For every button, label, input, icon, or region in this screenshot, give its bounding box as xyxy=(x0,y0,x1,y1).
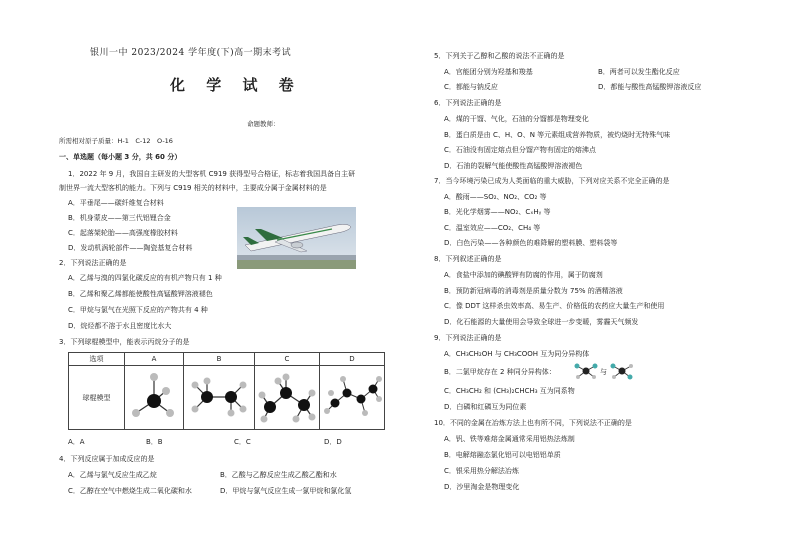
q2-option-c: C．甲烷与氯气在光照下反应的产物共有 4 种 xyxy=(68,306,208,314)
atomic-mass-line: 所需相对原子质量：H-1 C-12 O-16 xyxy=(59,137,173,145)
q1-option-c: C．起落架轮胎——高强度橡胶材料 xyxy=(68,229,178,237)
q1-option-b: B．机身蒙皮——第三代铝锂合金 xyxy=(68,214,171,222)
school-title: 银川一中 2023/2024 学年度(下)高一期末考试 xyxy=(90,48,292,58)
c919-aircraft-photo xyxy=(237,207,356,269)
q3-answer-a: A．A xyxy=(68,438,85,446)
q7-option-d: D．白色污染——各种颜色的难降解的塑料膜、塑料袋等 xyxy=(444,239,618,247)
q5-option-c: C．都能与钠反应 xyxy=(444,83,498,91)
table-col-header: 选项 xyxy=(69,353,125,366)
q7-option-b: B．光化学烟雾——NO₂、CₓHᵧ 等 xyxy=(444,208,551,216)
ball-stick-model-d xyxy=(321,367,383,427)
q10-option-d: D．沙里淘金是物理变化 xyxy=(444,483,520,491)
q4-option-d: D．甲烷与氯气反应生成一氯甲烷和氯化氢 xyxy=(220,487,352,495)
dichloromethane-model-1 xyxy=(574,362,598,380)
model-d-cell xyxy=(320,366,385,430)
q1-stem-line1: 1．2022 年 9 月，我国自主研发的大型客机 C919 获得型号合格证，标志着我国具备自主研 xyxy=(68,170,356,178)
ball-stick-model-c xyxy=(256,367,318,427)
section-heading: 一、单选题（每小题 3 分，共 60 分） xyxy=(59,153,182,161)
q10-option-b: B．电解熔融态氯化铝可以电铝铝单质 xyxy=(444,451,561,459)
table-header-d: D xyxy=(320,353,385,366)
q6-option-c: C．石油没有固定熔点但分馏产物有固定的熔沸点 xyxy=(444,146,596,154)
ball-stick-model-a xyxy=(126,367,182,427)
q9-option-b: B．二氯甲烷存在 2 种同分异构体： xyxy=(444,368,556,376)
q8-option-d: D．化石能源的大量使用会导致全球进一步变暖，雾霾天气频发 xyxy=(444,318,639,326)
q9-option-d: D．白磷和红磷互为同位素 xyxy=(444,403,527,411)
q6-option-a: A．煤的干馏、气化，石油的分馏都是物理变化 xyxy=(444,115,589,123)
q5-stem: 5．下列关于乙醇和乙酸的说法不正确的是 xyxy=(434,52,565,60)
q9-option-c: C．CH₃CH₂ 和 (CH₃)₂CHCH₃ 互为同系物 xyxy=(444,387,575,395)
table-header-a: A xyxy=(125,353,184,366)
table-row-label: 球棍模型 xyxy=(69,366,125,430)
author-line: 命题教师： xyxy=(247,120,280,128)
q5-option-a: A．官能团分别为羟基和羧基 xyxy=(444,68,533,76)
dichloromethane-model-2 xyxy=(610,362,634,380)
model-b-cell xyxy=(184,366,255,430)
q2-option-a: A．乙烯与溴的四氯化碳反应的有机产物只有 1 种 xyxy=(68,274,222,282)
subject-title: 化 学 试 卷 xyxy=(170,76,302,94)
q8-option-a: A．食盐中添加的碘酸钾有防腐的作用，属于防腐剂 xyxy=(444,271,603,279)
q9-option-a: A．CH₃CH₂OH 与 CH₃COOH 互为同分异构体 xyxy=(444,350,590,358)
q5-option-b: B．两者可以发生酯化反应 xyxy=(598,68,680,76)
q1-option-d: D．发动机涡轮部件——陶瓷基复合材料 xyxy=(68,244,193,252)
q1-option-a: A．平垂尾——碳纤维复合材料 xyxy=(68,199,164,207)
ball-stick-model-b xyxy=(185,367,253,427)
q2-option-b: B．乙烯和聚乙烯都能使酸性高锰酸钾溶液褪色 xyxy=(68,290,213,298)
q8-option-c: C．像 DDT 这样杀虫效率高、易生产、价格低的农药应大量生产和使用 xyxy=(444,302,665,310)
q4-stem: 4．下列反应属于加成反应的是 xyxy=(59,455,155,463)
q5-option-d: D．都能与酸性高锰酸钾溶液反应 xyxy=(598,83,702,91)
q4-option-c: C．乙醇在空气中燃烧生成二氧化碳和水 xyxy=(68,487,192,495)
q4-option-a: A．乙烯与氯气反应生成乙烷 xyxy=(68,471,157,479)
q2-stem: 2．下列说法正确的是 xyxy=(59,259,127,267)
q3-stem: 3．下列球棍模型中，能表示丙烷分子的是 xyxy=(59,338,190,346)
q10-stem: 10．不同的金属在冶炼方法上也有所不同，下列说法不正确的是 xyxy=(434,419,632,427)
q3-answer-b: B．B xyxy=(146,438,163,446)
q6-option-b: B．蛋白质是由 C、H、O、N 等元素组成营养物质，被灼烧时无特殊气味 xyxy=(444,131,671,139)
q8-option-b: B．预防新冠病毒的消毒剂是质量分数为 75% 的酒精溶液 xyxy=(444,287,623,295)
q7-option-a: A．酸雨——SO₂、NO₂、CO₂ 等 xyxy=(444,193,547,201)
q9-stem: 9．下列说法正确的是 xyxy=(434,334,502,342)
q1-stem-line2: 制世界一流大型客机的能力。下列与 C919 相关的材料中，主要成分属于金属材料的是 xyxy=(59,184,327,192)
q10-option-c: C．银采用热分解法冶炼 xyxy=(444,467,519,475)
q9-option-b-and: 与 xyxy=(600,368,607,376)
q3-answer-c: C．C xyxy=(234,438,251,446)
q7-stem: 7．当今环境污染已成为人类面临的重大威胁，下列对应关系不完全正确的是 xyxy=(434,177,670,185)
model-a-cell xyxy=(125,366,184,430)
q6-stem: 6．下列说法正确的是 xyxy=(434,99,502,107)
q10-option-a: A．钒、铁等难熔金属通常采用铝热法炼制 xyxy=(444,435,575,443)
q3-model-table xyxy=(68,352,385,430)
q6-option-d: D．石油的裂解气能使酸性高锰酸钾溶液褪色 xyxy=(444,162,583,170)
q4-option-b: B．乙酸与乙醇反应生成乙酸乙酯和水 xyxy=(220,471,337,479)
table-header-c: C xyxy=(255,353,320,366)
q3-answer-d: D．D xyxy=(324,438,342,446)
model-c-cell xyxy=(255,366,320,430)
table-header-b: B xyxy=(184,353,255,366)
q2-option-d: D．烷烃都不溶于水且密度比水大 xyxy=(68,322,172,330)
q8-stem: 8．下列叙述正确的是 xyxy=(434,255,502,263)
q7-option-c: C．温室效应——CO₂、CH₄ 等 xyxy=(444,224,541,232)
